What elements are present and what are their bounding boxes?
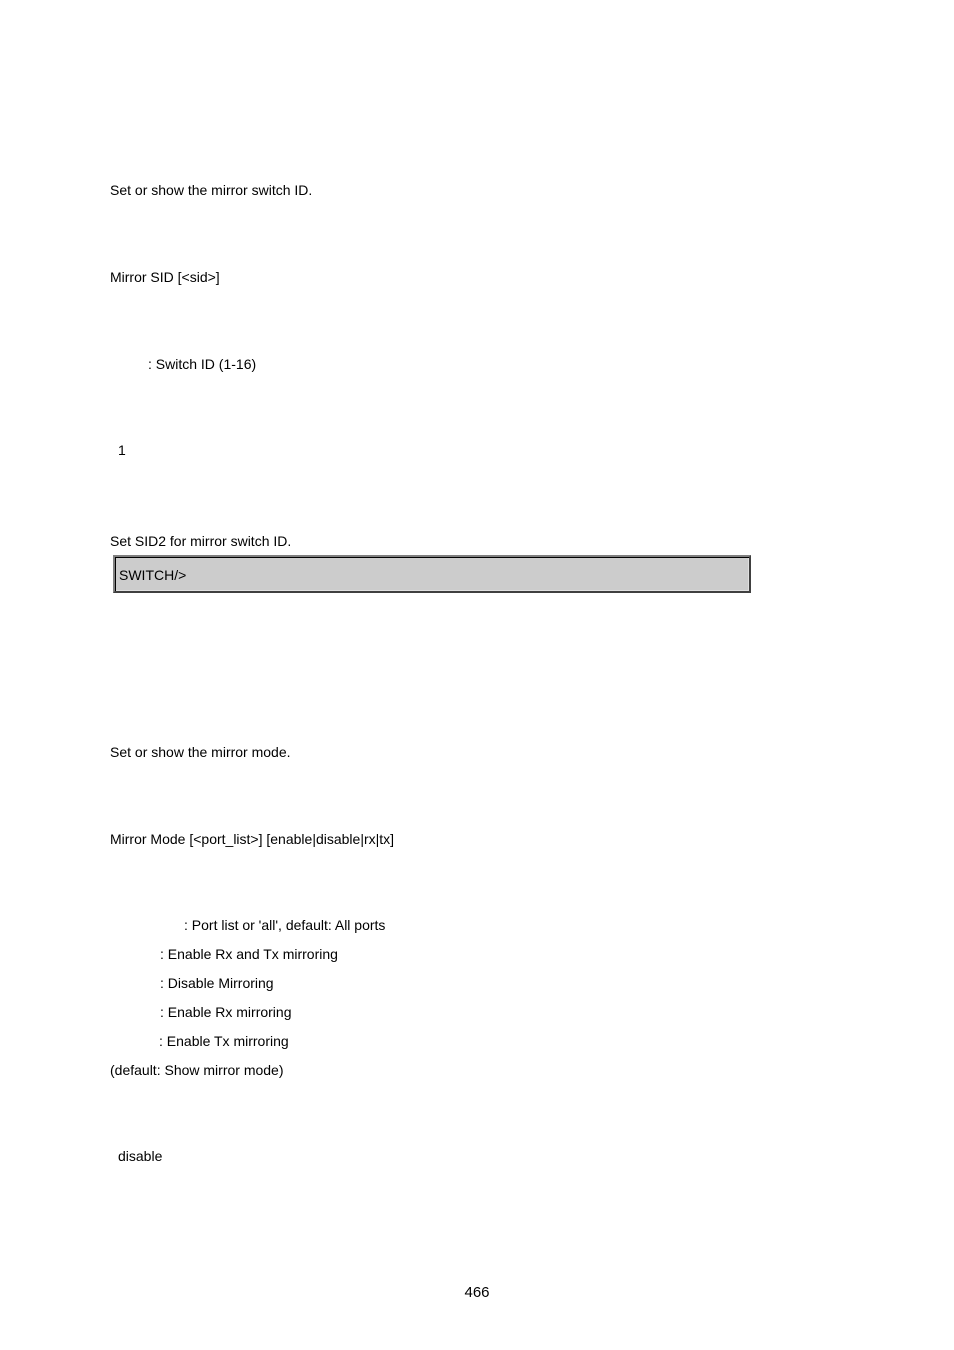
page-number: 466 <box>464 1284 490 1301</box>
mode-param-tx: : Enable Tx mirroring <box>159 1033 289 1049</box>
sid-example-description: Set SID2 for mirror switch ID. <box>110 533 292 549</box>
mode-syntax: Mirror Mode [<port_list>] [enable|disable|rx|tx] <box>110 831 395 847</box>
mode-param-disable: : Disable Mirroring <box>160 975 274 991</box>
sid-default-value: 1 <box>118 442 126 458</box>
mode-description: Set or show the mirror mode. <box>110 744 291 760</box>
sid-example-command-box <box>113 555 751 593</box>
sid-example-command: SWITCH/> <box>119 567 187 583</box>
mode-param-port-list: : Port list or 'all', default: All ports <box>184 917 386 933</box>
sid-syntax: Mirror SID [<sid>] <box>110 269 220 285</box>
sid-param: : Switch ID (1-16) <box>148 356 257 372</box>
mode-default-value: disable <box>118 1148 163 1164</box>
mode-param-rx: : Enable Rx mirroring <box>160 1004 292 1020</box>
mode-param-default-note: (default: Show mirror mode) <box>110 1062 284 1078</box>
sid-description: Set or show the mirror switch ID. <box>110 182 313 198</box>
mode-param-enable: : Enable Rx and Tx mirroring <box>160 946 338 962</box>
